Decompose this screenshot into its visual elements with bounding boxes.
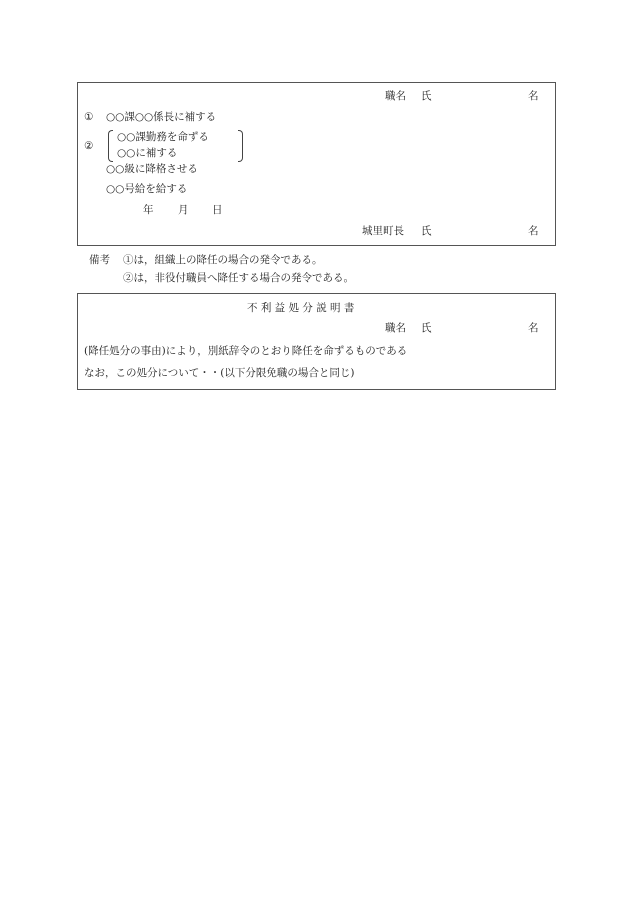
statement-title: 不 利 益 処 分 説 明 書 — [247, 302, 355, 314]
remarks-line2: ②は，非役付職員へ降任する場合の発令である。 — [123, 272, 354, 284]
statement-header-shi: 氏 — [421, 322, 432, 334]
statement-header-title: 職名 — [385, 322, 406, 334]
item2-line2: ○○に補する — [117, 147, 178, 159]
issuer-mei: 名 — [528, 225, 539, 237]
order-header-title: 職名 — [385, 90, 406, 102]
remarks-line1: ①は，組織上の降任の場合の発令である。 — [123, 254, 323, 266]
issuer-title: 城里町長 — [362, 225, 404, 237]
date-month: 月 — [178, 204, 189, 216]
item1-text: ○○課○○係長に補する — [106, 111, 217, 123]
statement-body-line1: (降任処分の事由)により，別紙辞令のとおり降任を命ずるものである — [84, 345, 408, 357]
date-year: 年 — [143, 204, 154, 216]
order-header-mei: 名 — [528, 90, 539, 102]
item2-marker: ② — [84, 140, 94, 152]
statement-body-line2: なお，この処分について・・(以下分限免職の場合と同じ) — [84, 367, 355, 379]
right-bracket — [238, 130, 243, 162]
date-day: 日 — [212, 204, 223, 216]
item4-text: ○○号給を給する — [106, 183, 188, 195]
item3-text: ○○級に降格させる — [106, 163, 198, 175]
issuer-shi: 氏 — [421, 225, 432, 237]
left-bracket — [108, 130, 113, 162]
statement-header-mei: 名 — [528, 322, 539, 334]
remarks-label: 備考 — [89, 254, 110, 266]
order-header-shi: 氏 — [421, 90, 432, 102]
item2-line1: ○○課勤務を命ずる — [117, 131, 209, 143]
item1-marker: ① — [84, 111, 94, 123]
